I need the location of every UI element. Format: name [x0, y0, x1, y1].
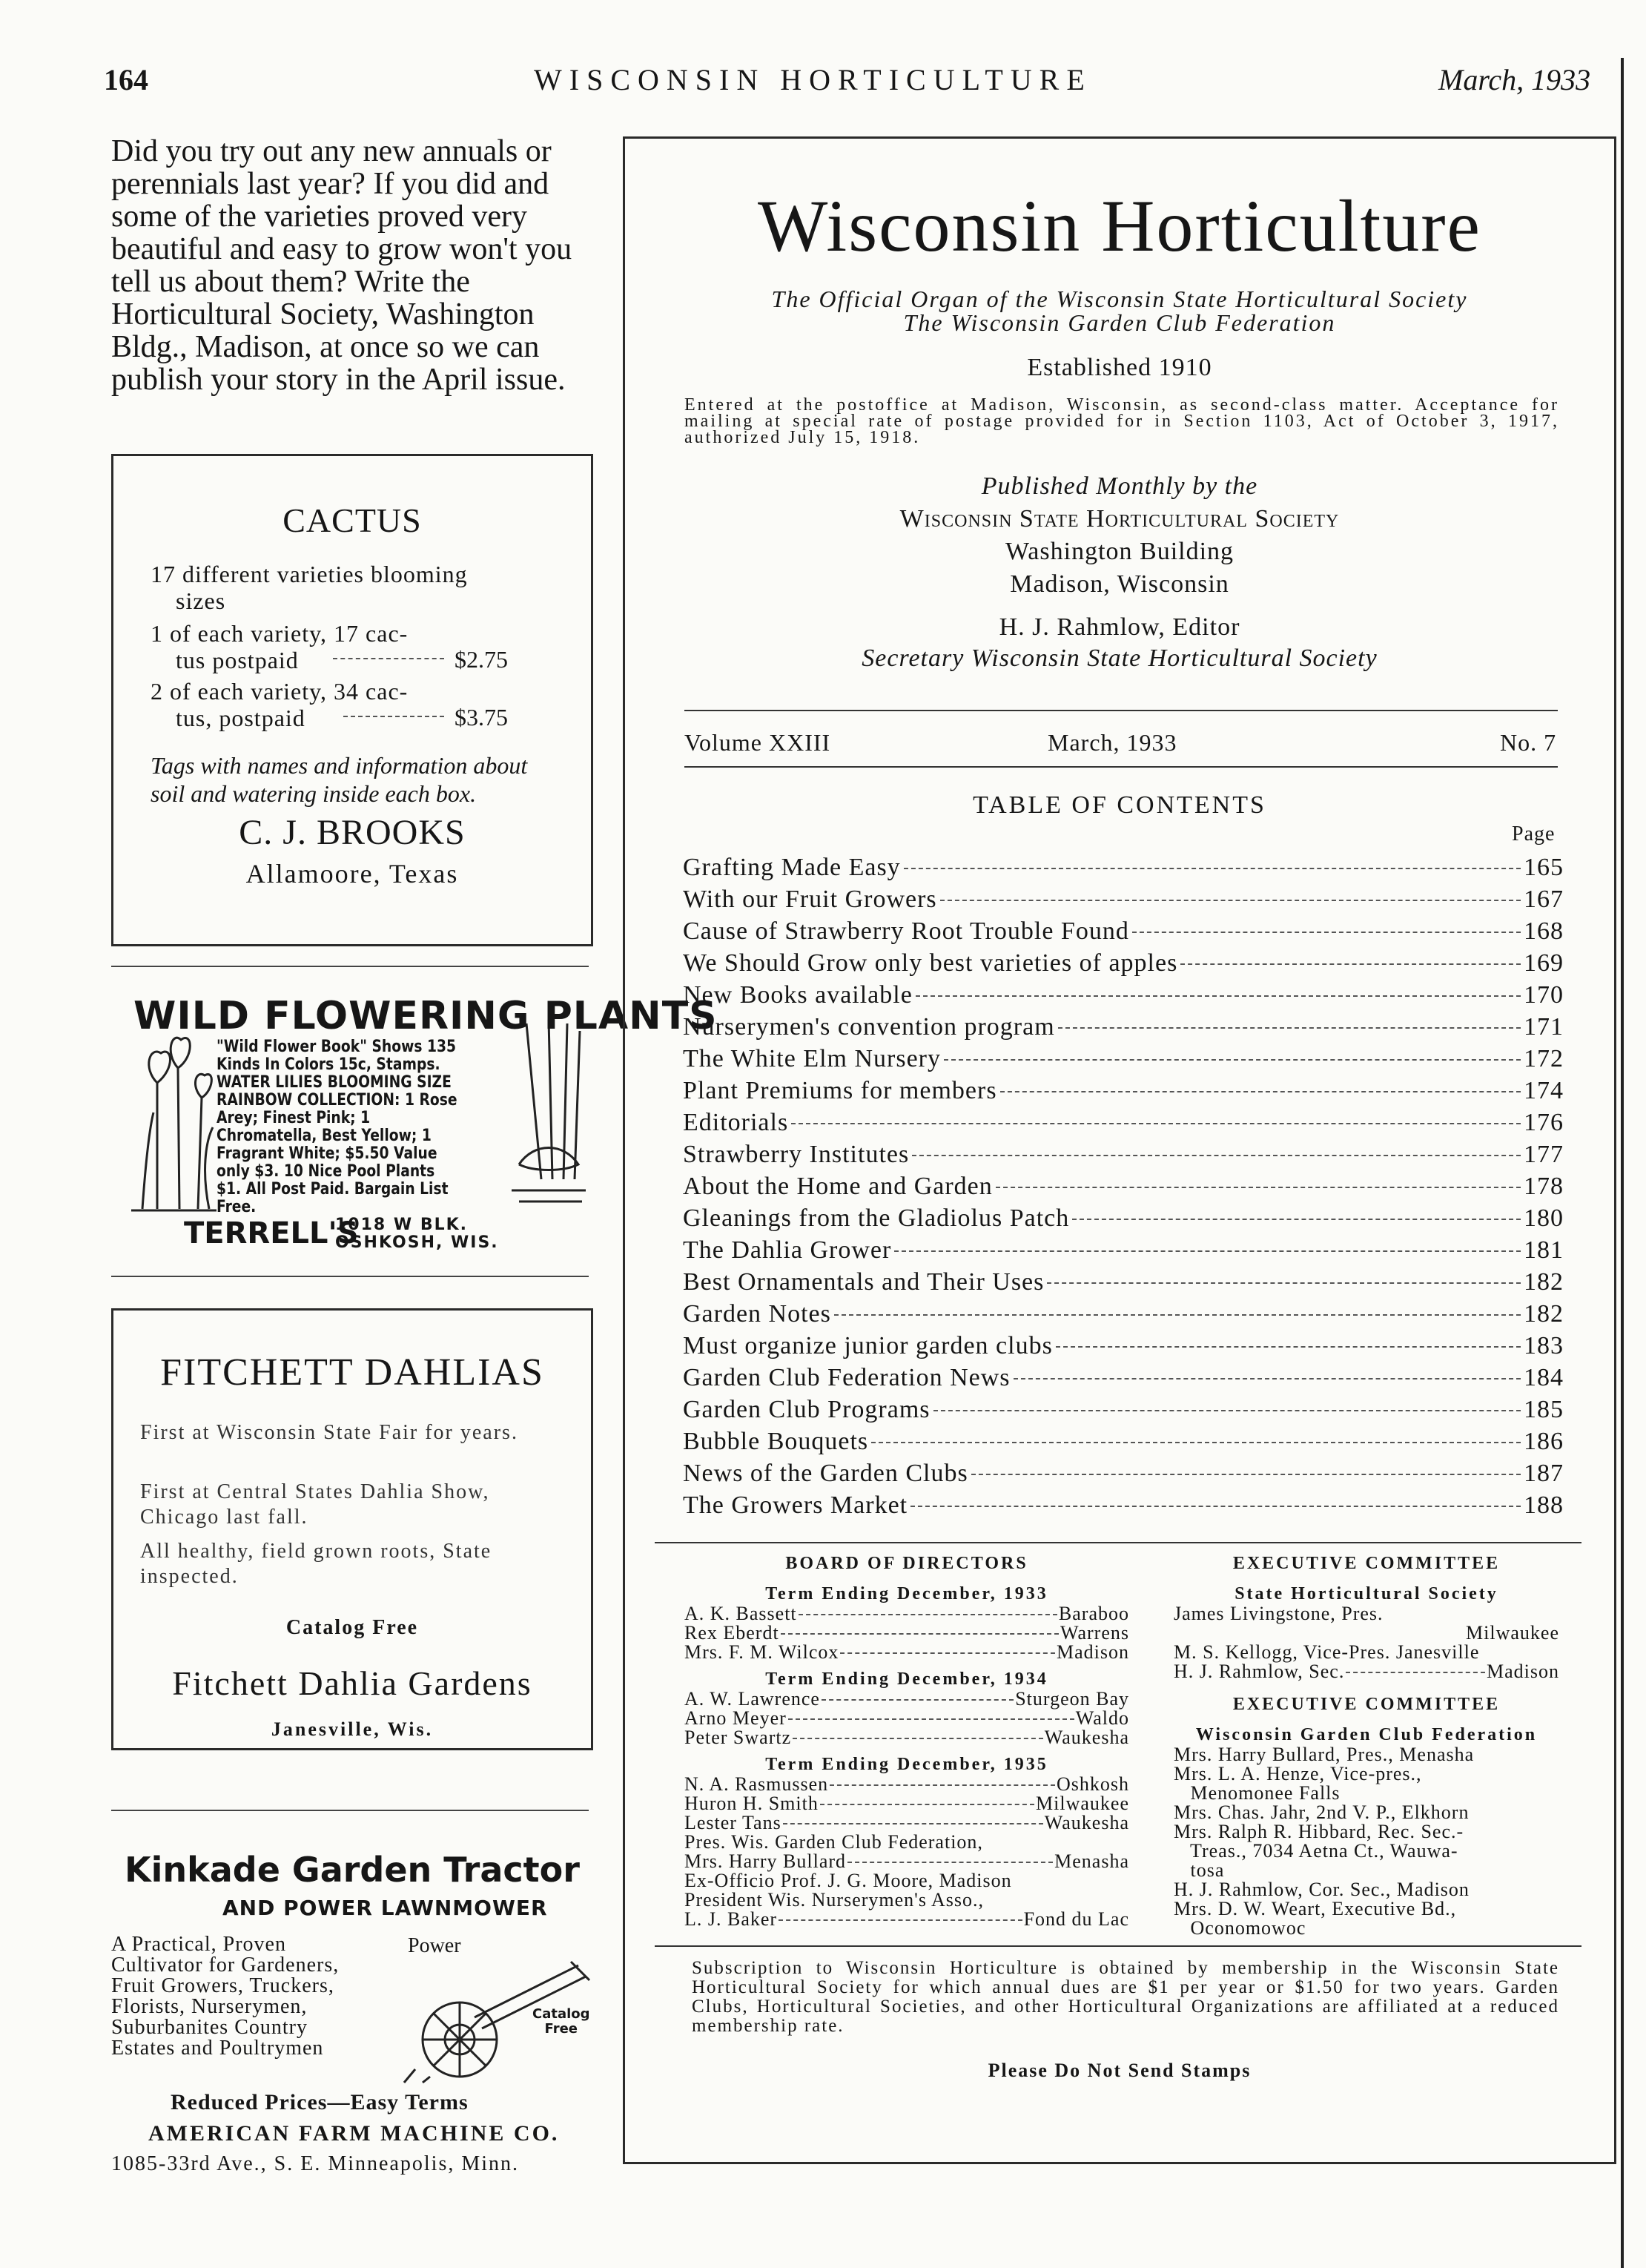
toc-entry[interactable]	[683, 949, 1564, 980]
director-city: Menasha	[1054, 1850, 1129, 1872]
toc-entry[interactable]	[683, 1173, 1564, 1204]
masthead-subtitle: The Wisconsin Garden Club Federation	[903, 309, 1336, 336]
masthead-subtitle: The Official Organ of the Wisconsin State Horticultural Society	[771, 286, 1468, 312]
director-line	[684, 1623, 1129, 1643]
page-number: 164	[104, 63, 148, 96]
director-city: Madison	[1057, 1641, 1129, 1663]
wild-flowers-address	[335, 1216, 499, 1252]
toc-entry[interactable]	[683, 1491, 1564, 1523]
fitchett-ad	[111, 1308, 593, 1750]
kinkade-description: A Practical, Proven Cultivator for Gardeners, Fruit Growers, Truckers, Florists, Nurserymen, Suburbanites Country Estates and Poultrymen	[111, 1933, 340, 2060]
address-line: 1018 W BLK.	[335, 1216, 469, 1234]
toc-title: Must organize junior garden clubs	[683, 1332, 1053, 1359]
toc-title: News of the Garden Clubs	[683, 1460, 968, 1487]
leader	[333, 658, 444, 659]
director-name: A. K. Bassett	[684, 1603, 797, 1624]
director-name: Arno Meyer	[684, 1707, 787, 1729]
cactus-title: CACTUS	[282, 501, 422, 539]
director-name: Rex Eberdt	[684, 1622, 779, 1644]
director-city: Milwaukee	[1036, 1793, 1129, 1814]
toc-page: 180	[1524, 1204, 1564, 1232]
toc-page: 165	[1524, 854, 1564, 881]
fitchett-catalog: Catalog Free	[285, 1616, 419, 1639]
director-name: Ex-Officio Prof. J. G. Moore, Madison	[684, 1870, 1012, 1891]
term-heading: Term Ending December, 1934	[765, 1669, 1048, 1689]
toc-leader	[996, 1187, 1521, 1188]
toc-entry[interactable]	[683, 1364, 1564, 1395]
director-name: Lester Tans	[684, 1812, 781, 1833]
toc-title: The White Elm Nursery	[683, 1045, 942, 1072]
wild-flowers-title: WILD FLOWERING PLANTS	[133, 994, 718, 1038]
intro-paragraph: Did you try out any new annuals or perennials last year? If you did and some of the varieties proved very beautiful and easy to grow won't you tell us about them? Write the Horticultural Society, Washington Bldg., Madison, at once so we can publish your story in the April issue.	[111, 134, 572, 397]
toc-entry[interactable]	[683, 1396, 1564, 1427]
toc-leader	[1180, 963, 1521, 965]
city: Madison, Wisconsin	[1010, 570, 1229, 598]
toc-leader	[940, 900, 1521, 901]
director-city: Oshkosh	[1056, 1773, 1129, 1795]
toc-leader	[1014, 1378, 1521, 1379]
toc-entry[interactable]	[683, 1077, 1564, 1108]
director-name: Pres. Wis. Garden Club Federation,	[684, 1831, 983, 1853]
toc-entry[interactable]	[683, 1236, 1564, 1267]
toc-page: 177	[1524, 1141, 1564, 1168]
exec-subheading: Wisconsin Garden Club Federation	[1195, 1725, 1538, 1744]
toc-title: Grafting Made Easy	[683, 854, 901, 881]
director-line	[684, 1728, 1129, 1747]
toc-entry[interactable]	[683, 1141, 1564, 1172]
wild-flowers-text: "Wild Flower Book" Shows 135 Kinds In Colors 15c, Stamps. WATER LILIES BLOOMING SIZE RAINBOW COLLECTION: 1 Rose Arey; Finest Pink; 1 Chromatella, Best Yellow; 1 Fragrant White; $5.50 Value only $3. 10 Nice Pool Plants $1. All Post Paid. Bargain List Free.	[217, 1038, 457, 1216]
toc-leader	[910, 1506, 1521, 1507]
exec-subheading: State Horticultural Society	[1234, 1584, 1498, 1603]
toc-heading: TABLE OF CONTENTS	[973, 791, 1266, 819]
toc-title: Nurserymen's convention program	[683, 1013, 1055, 1041]
toc-title: Garden Notes	[683, 1300, 831, 1328]
exec-line: Mrs. L. A. Henze, Vice-pres.,	[1174, 1763, 1422, 1784]
toc-leader	[933, 1410, 1521, 1411]
toc-title: The Dahlia Grower	[683, 1236, 892, 1264]
toc-page: 181	[1524, 1236, 1564, 1264]
toc-leader	[912, 1155, 1521, 1156]
iris-illustration	[128, 1023, 217, 1216]
masthead-title: Wisconsin Horticulture	[758, 185, 1481, 267]
toc-page: 176	[1524, 1109, 1564, 1136]
exec-heading: EXECUTIVE COMMITTEE	[1232, 1695, 1501, 1714]
established: Established 1910	[1027, 354, 1212, 381]
director-line	[684, 1871, 1129, 1890]
term-heading: Term Ending December, 1935	[765, 1755, 1048, 1774]
fitchett-paragraph: First at Central States Dahlia Show, Chicago last fall.	[140, 1480, 490, 1529]
toc-title: Garden Club Programs	[683, 1396, 931, 1423]
leader	[343, 716, 444, 717]
divider	[111, 1810, 589, 1811]
toc-title: Cause of Strawberry Root Trouble Found	[683, 917, 1129, 945]
toc-title: New Books available	[683, 981, 913, 1009]
exec-line: Mrs. Harry Bullard, Pres., Menasha	[1174, 1744, 1475, 1765]
director-name: President Wis. Nurserymen's Asso.,	[684, 1889, 985, 1911]
director-line	[684, 1643, 1129, 1662]
director-group	[684, 1775, 1129, 1929]
director-line	[684, 1709, 1129, 1728]
page-edge-rule	[1621, 58, 1624, 2268]
toc-leader	[791, 1123, 1521, 1124]
toc-entry[interactable]	[683, 1460, 1564, 1491]
kinkade-company: AMERICAN FARM MACHINE CO.	[148, 2121, 560, 2146]
exec-lines	[1174, 1745, 1559, 1938]
toc-page: 184	[1524, 1364, 1564, 1391]
exec-line: James Livingstone, Pres.	[1174, 1603, 1384, 1624]
fitchett-title: FITCHETT DAHLIAS	[160, 1351, 544, 1394]
masthead-box	[623, 136, 1616, 2164]
director-name: A. W. Lawrence	[684, 1688, 820, 1710]
toc-entry[interactable]	[683, 1428, 1564, 1459]
kinkade-title: Kinkade Garden Tractor	[125, 1850, 580, 1890]
toc-page: 182	[1524, 1300, 1564, 1328]
toc-entry[interactable]	[683, 1332, 1564, 1363]
director-name: Huron H. Smith	[684, 1793, 819, 1814]
kinkade-subtitle: AND POWER LAWNMOWER	[222, 1896, 548, 1920]
toc-title: Gleanings from the Gladiolus Patch	[683, 1204, 1070, 1232]
toc-leader	[1132, 932, 1521, 933]
cactus-seller: C. J. BROOKS	[239, 813, 466, 852]
cactus-item: 2 of each variety, 34 cac-	[151, 678, 409, 705]
postal-notice: Entered at the postoffice at Madison, Wisconsin, as second-class matter. Acceptance for mailing at special rate of postage provided for in Section 1103, Act of October 3, 1917, authorized July 15, 1918.	[684, 395, 1559, 447]
cactus-note: Tags with names and information about soil and watering inside each box.	[151, 752, 528, 807]
cactus-item: tus, postpaid	[176, 705, 305, 731]
toc-leader	[1047, 1282, 1521, 1284]
exec-name: H. J. Rahmlow, Sec.	[1174, 1661, 1345, 1682]
director-line	[684, 1690, 1129, 1709]
toc-page: 168	[1524, 917, 1564, 945]
toc-entry[interactable]	[683, 1204, 1564, 1236]
director-city: Baraboo	[1058, 1603, 1129, 1624]
toc-page: 178	[1524, 1173, 1564, 1200]
director-city: Waldo	[1075, 1707, 1129, 1729]
issue-date: March, 1933	[1438, 63, 1591, 96]
director-line	[684, 1910, 1129, 1929]
toc-entry[interactable]	[683, 886, 1564, 917]
cactus-line: 17 different varieties blooming	[151, 561, 468, 587]
toc-leader	[944, 1059, 1521, 1061]
toc-title: Garden Club Federation News	[683, 1364, 1011, 1391]
rule	[684, 710, 1558, 711]
director-name: Mrs. Harry Bullard	[684, 1850, 847, 1872]
volume-date: March, 1933	[1048, 729, 1177, 756]
toc-page: 187	[1524, 1460, 1564, 1487]
toc-page: 167	[1524, 886, 1564, 913]
director-group	[684, 1690, 1129, 1747]
toc-entry[interactable]	[683, 854, 1564, 885]
toc-leader	[1058, 1027, 1521, 1029]
exec-line: Mrs. Chas. Jahr, 2nd V. P., Elkhorn	[1174, 1801, 1470, 1823]
volume: Volume XXIII	[684, 729, 831, 756]
director-name: Mrs. F. M. Wilcox	[684, 1641, 839, 1663]
toc-title: The Growers Market	[683, 1491, 908, 1519]
editor: H. J. Rahmlow, Editor	[999, 613, 1240, 641]
exec-line: Treas., 7034 Aetna Ct., Wauwa-	[1174, 1840, 1458, 1862]
exec-line: H. J. Rahmlow, Cor. Sec., Madison	[1174, 1879, 1470, 1900]
director-line	[684, 1890, 1129, 1910]
fitchett-paragraph: All healthy, field grown roots, State inspected.	[140, 1540, 492, 1588]
cactus-line: sizes	[176, 587, 226, 614]
kinkade-catalog	[532, 2007, 590, 2037]
toc-entry[interactable]	[683, 981, 1564, 1012]
exec-line: Menomonee Falls	[1174, 1782, 1341, 1804]
director-name: L. J. Baker	[684, 1908, 778, 1930]
running-title: WISCONSIN HORTICULTURE	[534, 63, 1092, 96]
subscription-note: Subscription to Wisconsin Horticulture is obtained by membership in the Wisconsin State Horticultural Society for which annual dues are $1 per year or $1.50 for two years. Garden Clubs, Horticultural Societies, and other Horticultural Organizations are affiliated at a reduced membership rate.	[692, 1958, 1559, 2036]
toc-leader	[904, 868, 1521, 869]
toc-leader	[1000, 1091, 1521, 1092]
kinkade-terms: Reduced Prices—Easy Terms	[171, 2090, 469, 2114]
director-group	[684, 1604, 1129, 1662]
toc-page-label: Page	[1512, 823, 1556, 845]
exec-line: Mrs. Ralph R. Hibbard, Rec. Sec.-	[1174, 1821, 1464, 1842]
cactus-price: $3.75	[455, 704, 508, 731]
exec-line	[1174, 1662, 1559, 1681]
toc-page: 183	[1524, 1332, 1564, 1359]
kinkade-power: Power	[408, 1934, 461, 1957]
toc-leader	[971, 1474, 1521, 1475]
toc-title: Best Ornamentals and Their Uses	[683, 1268, 1045, 1296]
society-name: Wisconsin State Horticultural Society	[899, 505, 1340, 533]
toc-entry[interactable]	[683, 917, 1564, 949]
exec-line: M. S. Kellogg, Vice-Pres. Janesville	[1174, 1641, 1480, 1663]
toc-page: 188	[1524, 1491, 1564, 1519]
cactus-price: $2.75	[455, 646, 508, 673]
toc-title: About the Home and Garden	[683, 1173, 993, 1200]
toc-page: 185	[1524, 1396, 1564, 1423]
toc-title: We Should Grow only best varieties of apples	[683, 949, 1178, 977]
exec-city: Madison	[1487, 1661, 1559, 1682]
director-city: Sturgeon Bay	[1015, 1688, 1129, 1710]
free-word: Free	[544, 2021, 578, 2037]
director-line	[684, 1794, 1129, 1813]
director-city: Warrens	[1060, 1622, 1129, 1644]
director-line	[684, 1833, 1129, 1852]
toc-entry[interactable]	[683, 1109, 1564, 1140]
issue-number: No. 7	[1500, 729, 1557, 756]
toc-page: 182	[1524, 1268, 1564, 1296]
cactus-ad	[111, 454, 593, 946]
toc-title: Bubble Bouquets	[683, 1428, 869, 1455]
toc-leader	[871, 1442, 1521, 1443]
cactus-address: Allamoore, Texas	[245, 859, 459, 889]
director-name: N. A. Rasmussen	[684, 1773, 829, 1795]
toc-leader	[1072, 1219, 1521, 1220]
exec-line: Mrs. D. W. Weart, Executive Bd.,	[1174, 1898, 1457, 1919]
divider	[111, 966, 589, 967]
toc-page: 174	[1524, 1077, 1564, 1104]
toc-leader	[1056, 1346, 1521, 1348]
exec-line: Milwaukee	[1466, 1622, 1559, 1644]
exec-line: tosa	[1174, 1859, 1225, 1881]
cactus-item: 1 of each variety, 17 cac-	[151, 620, 409, 647]
fitchett-paragraph: First at Wisconsin State Fair for years.	[140, 1421, 518, 1444]
building: Washington Building	[1005, 538, 1234, 565]
director-line	[684, 1852, 1129, 1871]
stamps-note: Please Do Not Send Stamps	[988, 2060, 1252, 2081]
term-heading: Term Ending December, 1933	[765, 1584, 1048, 1603]
toc-title: Strawberry Institutes	[683, 1141, 910, 1168]
secretary: Secretary Wisconsin State Horticultural Society	[862, 645, 1378, 672]
fitchett-location: Janesville, Wis.	[271, 1718, 434, 1740]
toc-leader	[834, 1314, 1521, 1316]
cactus-item: tus postpaid	[176, 647, 299, 673]
toc-entry[interactable]	[683, 1300, 1564, 1331]
board-of-directors	[684, 1554, 1129, 1929]
published-line: Published Monthly by the	[981, 472, 1258, 500]
director-name: Peter Swartz	[684, 1727, 792, 1748]
toc-entry[interactable]	[683, 1045, 1564, 1076]
toc-title: Plant Premiums for members	[683, 1077, 997, 1104]
fitchett-name: Fitchett Dahlia Gardens	[172, 1664, 532, 1702]
toc-page: 169	[1524, 949, 1564, 977]
toc-page: 186	[1524, 1428, 1564, 1455]
kinkade-address: 1085-33rd Ave., S. E. Minneapolis, Minn.	[111, 2152, 520, 2175]
toc-entry[interactable]	[683, 1268, 1564, 1299]
director-city: Waukesha	[1044, 1812, 1129, 1833]
rule	[684, 766, 1558, 768]
divider	[111, 1276, 589, 1277]
director-city: Waukesha	[1044, 1727, 1129, 1748]
rule	[655, 1945, 1581, 1947]
board-heading: BOARD OF DIRECTORS	[785, 1554, 1028, 1573]
toc-leader	[894, 1250, 1521, 1252]
toc-entry[interactable]	[683, 1013, 1564, 1044]
water-lily-illustration	[512, 1016, 586, 1216]
director-line	[684, 1604, 1129, 1623]
director-line	[684, 1775, 1129, 1794]
toc-leader	[916, 995, 1521, 997]
catalog-word: Catalog	[532, 2006, 590, 2022]
toc-page: 172	[1524, 1045, 1564, 1072]
exec-line: Oconomowoc	[1174, 1917, 1306, 1939]
executive-committee-society	[1174, 1554, 1559, 1938]
director-city: Fond du Lac	[1023, 1908, 1129, 1930]
toc-title: With our Fruit Growers	[683, 886, 937, 913]
director-line	[684, 1813, 1129, 1833]
toc-page: 170	[1524, 981, 1564, 1009]
exec-heading: EXECUTIVE COMMITTEE	[1232, 1554, 1501, 1573]
toc-title: Editorials	[683, 1109, 789, 1136]
toc-page: 171	[1524, 1013, 1564, 1041]
wild-flowers-company: TERRELL'S	[184, 1216, 359, 1250]
rule	[655, 1542, 1581, 1543]
address-line: OSHKOSH, WIS.	[335, 1233, 499, 1252]
